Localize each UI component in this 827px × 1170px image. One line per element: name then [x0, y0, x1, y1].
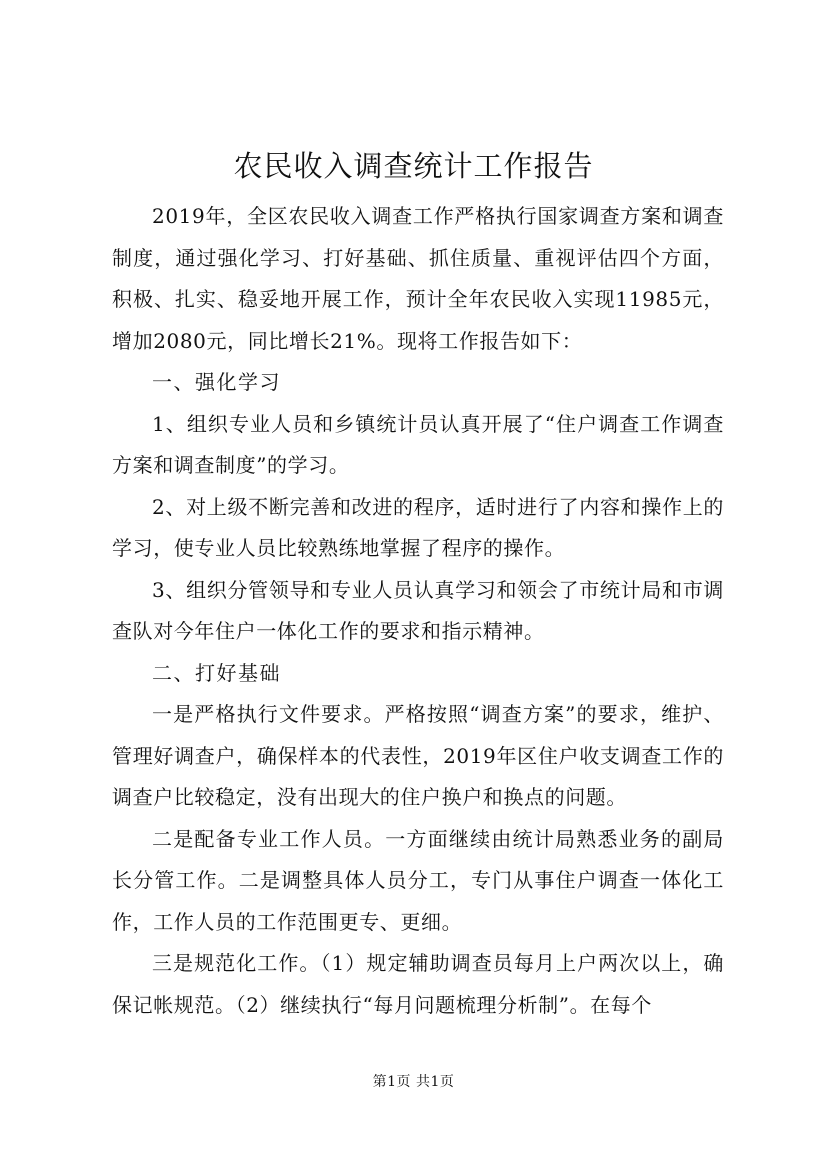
section-heading-1: 一、强化学习: [152, 370, 281, 394]
section-2-item-2: 二是配备专业工作人员。一方面继续由统计局熟悉业务的副局长分管工作。二是调整具体人员分工，专门从事住户调查一体化工作，工作人员的工作范围更专、更细。: [112, 826, 724, 934]
section-1-item-3: 3、组织分管领导和专业人员认真学习和领会了市统计局和市调查队对今年住户一体化工作的要求和指示精神。: [112, 577, 724, 643]
section-1-item-2: 2、对上级不断完善和改进的程序，适时进行了内容和操作上的学习，使专业人员比较熟练地掌握了程序的操作。: [112, 494, 724, 560]
section-2-item-1: 一是严格执行文件要求。严格按照“调查方案”的要求，维护、管理好调查户，确保样本的代表性，2019年区住户收支调查工作的调查户比较稳定，没有出现大的住户换户和换点的问题。: [112, 702, 724, 809]
section-heading-2: 二、打好基础: [152, 660, 281, 685]
section-2-item-3: 三是规范化工作。（1）规定辅助调查员每月上户两次以上，确保记帐规范。（2）继续执行“每月问题梳理分析制”。在每个: [112, 951, 724, 1017]
page-footer: 第1页 共1页: [372, 1074, 455, 1090]
intro-paragraph: 2019年，全区农民收入调查工作严格执行国家调查方案和调查制度，通过强化学习、打好基础、抓住质量、重视评估四个方面，积极、扎实、稳妥地开展工作，预计全年农民收入实现11985元，增加2080元，同比增长21%。现将工作报告如下：: [112, 204, 724, 353]
section-1-item-1: 1、组织专业人员和乡镇统计员认真开展了“住户调查工作调查方案和调查制度”的学习。: [112, 411, 724, 477]
document-body: [112, 196, 724, 1026]
document-title: 农民收入调查统计工作报告: [233, 149, 594, 183]
